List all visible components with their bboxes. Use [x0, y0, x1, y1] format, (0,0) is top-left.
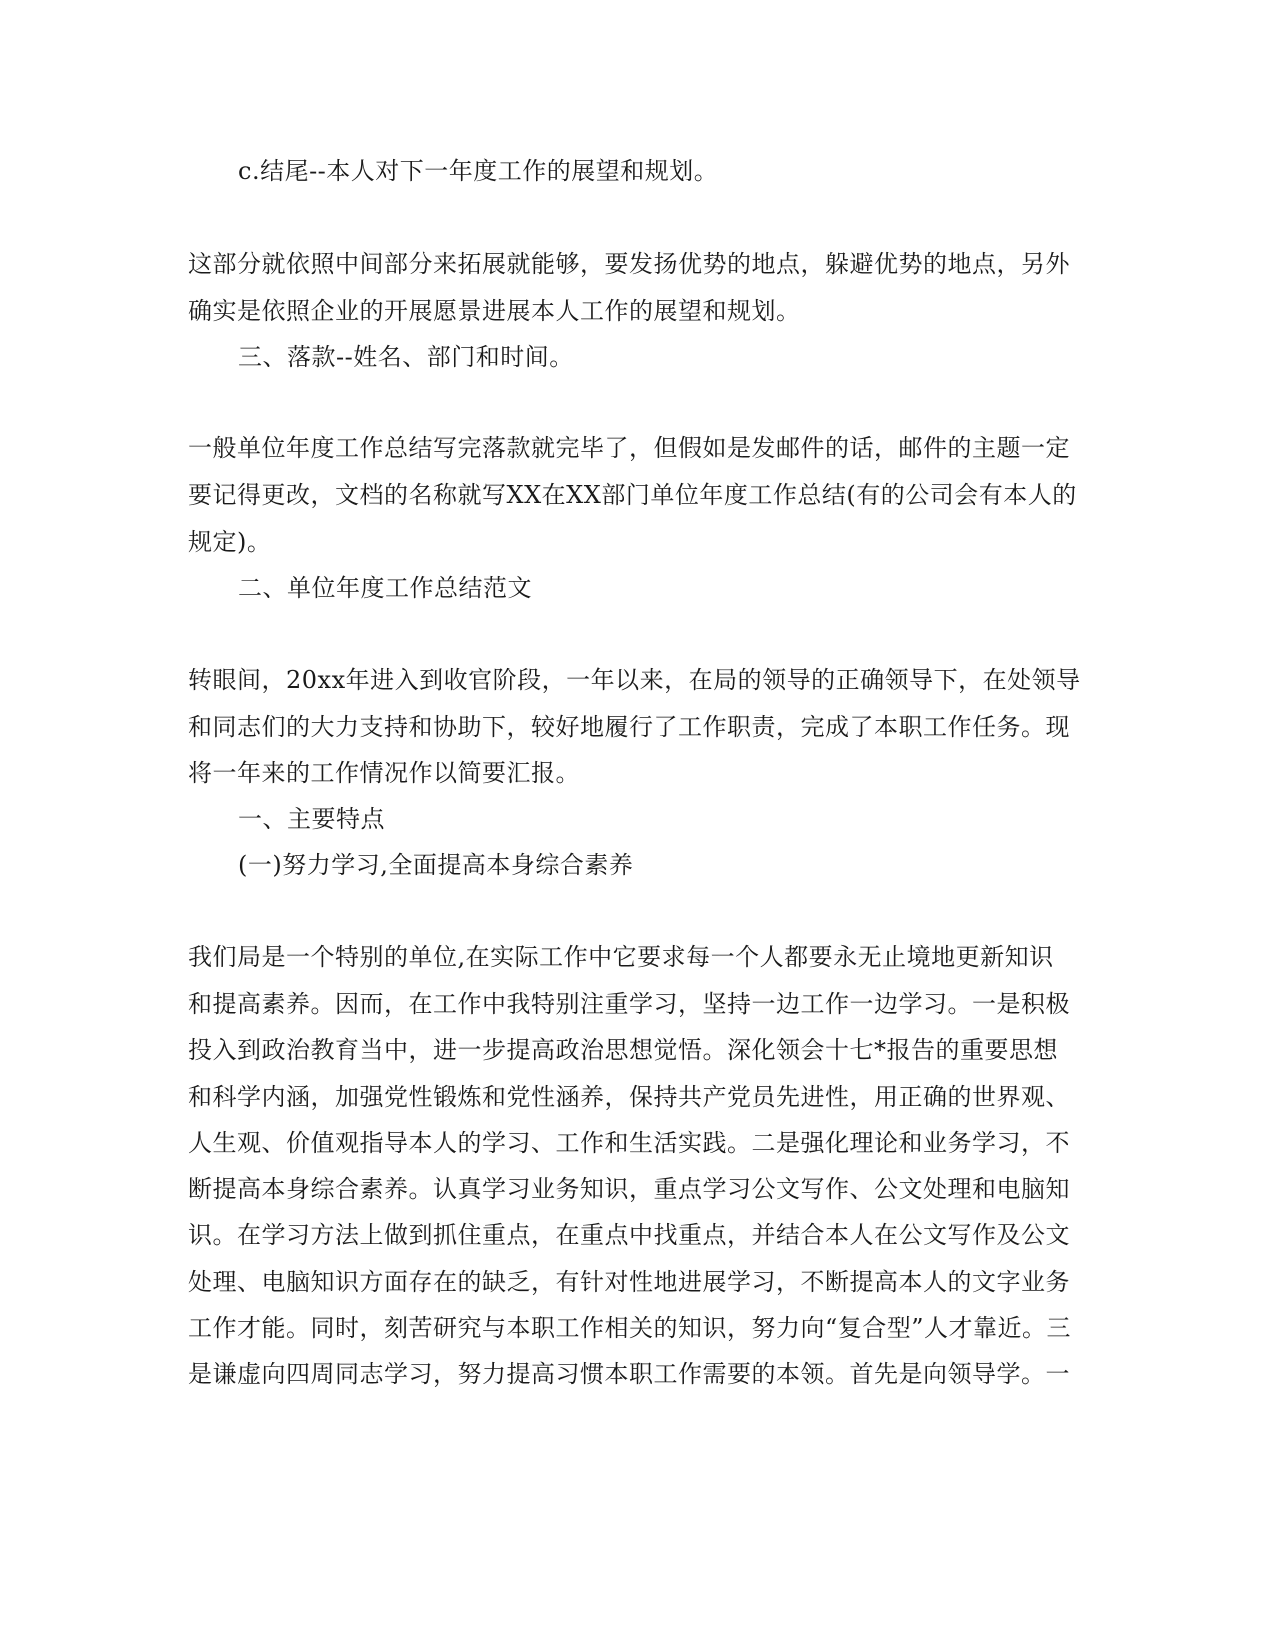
text-line: 要记得更改，文档的名称就写XX在XX部门单位年度工作总结(有的公司会有本人的: [188, 481, 1077, 509]
text-line: 和科学内涵，加强党性锻炼和党性涵养，保持共产党员先进性，用正确的世界观、: [188, 1083, 1070, 1111]
text-line: 我们局是一个特别的单位,在实际工作中它要求每一个人都要永无止境地更新知识: [188, 943, 1054, 971]
section-heading: 二、单位年度工作总结范文: [238, 574, 532, 602]
text-line: 和同志们的大力支持和协助下，较好地履行了工作职责，完成了本职工作任务。现: [188, 713, 1070, 741]
text-line: c.结尾--本人对下一年度工作的展望和规划。: [238, 157, 719, 185]
text-line: 确实是依照企业的开展愿景进展本人工作的展望和规划。: [188, 297, 801, 325]
text-line: 断提高本身综合素养。认真学习业务知识，重点学习公文写作、公文处理和电脑知: [188, 1175, 1070, 1203]
section-heading: 一、主要特点: [238, 805, 385, 833]
text-line: 和提高素养。因而，在工作中我特别注重学习，坚持一边工作一边学习。一是积极: [188, 990, 1070, 1018]
text-line: 这部分就依照中间部分来拓展就能够，要发扬优势的地点，躲避优势的地点，另外: [188, 250, 1070, 278]
text-line: 处理、电脑知识方面存在的缺乏，有针对性地进展学习，不断提高本人的文字业务: [188, 1268, 1070, 1296]
text-line: 转眼间，20xx年进入到收官阶段，一年以来，在局的领导的正确领导下，在处领导: [188, 666, 1081, 694]
text-line: 是谦虚向四周同志学习，努力提高习惯本职工作需要的本领。首先是向领导学。一: [188, 1360, 1070, 1388]
text-line: 一般单位年度工作总结写完落款就完毕了，但假如是发邮件的话，邮件的主题一定: [188, 434, 1070, 462]
text-line: 识。在学习方法上做到抓住重点，在重点中找重点，并结合本人在公文写作及公文: [188, 1221, 1070, 1249]
subsection-heading: (一)努力学习,全面提高本身综合素养: [238, 851, 634, 879]
text-line: 三、落款--姓名、部门和时间。: [238, 343, 574, 371]
text-line: 投入到政治教育当中，进一步提高政治思想觉悟。深化领会十七*报告的重要思想: [188, 1036, 1058, 1064]
text-line: 工作才能。同时，刻苦研究与本职工作相关的知识，努力向“复合型”人才靠近。三: [188, 1314, 1072, 1342]
text-line: 人生观、价值观指导本人的学习、工作和生活实践。二是强化理论和业务学习，不: [188, 1129, 1070, 1157]
text-line: 将一年来的工作情况作以简要汇报。: [188, 759, 580, 787]
text-line: 规定)。: [188, 528, 272, 556]
